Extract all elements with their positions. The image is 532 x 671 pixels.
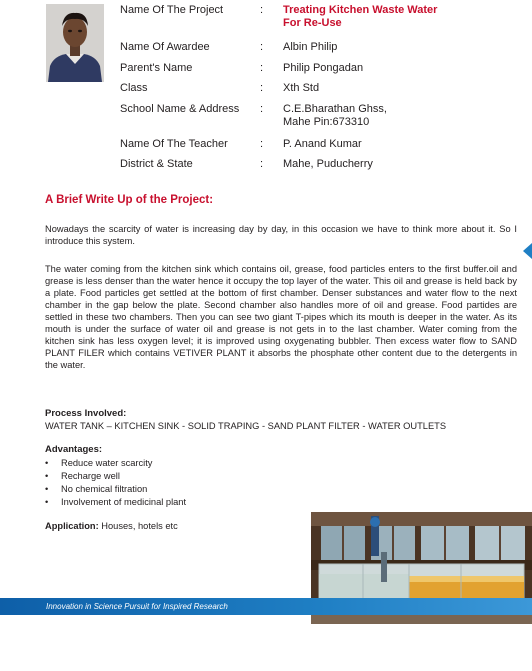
application-text: Houses, hotels etc: [98, 521, 178, 531]
school-line2: Mahe Pin:673310: [283, 116, 370, 128]
profile-label: School Name & Address: [120, 103, 240, 115]
class-value: Xth Std: [283, 82, 320, 94]
writeup-description-paragraph: The water coming from the kitchen sink which contains oil, grease, food particles enters to the first buffer.oil and grease is less denser than the water hence it occupy the top layer of the water. This oil and grease is held back by a plate. Food particles get settled at the bottom of first chamber. Denser substances and water flow to the next chamber in the gap below the plate. Second chamber also handles more of oil and grease. Food partides are settled in these two chambers. Then you can see two giant T-pipes which its mouth is deeper in the water. As its mouth is under the surface of water oil and grease is not gets in to the last chamber. Water coming from the kitchen sink has less oxygen level; it is improved using oxygenating bubbler. Then excess water flow to SAND PLANT FILER which contains VETIVER PLANT it absorbs the phosphate other content due to the detergents in the water.: [45, 264, 517, 370]
list-item: • Involvement of medicinal plant: [45, 497, 187, 507]
profile-colon: :: [260, 158, 264, 170]
list-item: • No chemical filtration: [45, 484, 148, 494]
writeup-intro-paragraph: Nowadays the scarcity of water is increasing day by day, in this occasion we have to think more about it. So I introduce this system.: [45, 224, 517, 246]
district-state: Mahe, Puducherry: [283, 158, 373, 170]
profile-label: Name Of The Teacher: [120, 138, 228, 150]
school-line1: C.E.Bharathan Ghss,: [283, 103, 387, 115]
application-label: Application:: [45, 521, 99, 531]
advantages-heading: Advantages:: [45, 444, 103, 455]
footer-band: [0, 598, 532, 615]
parent-name: Philip Pongadan: [283, 62, 364, 74]
profile-colon: :: [260, 4, 264, 16]
profile-label: Name Of Awardee: [120, 41, 210, 53]
bullet-icon: •: [45, 497, 49, 507]
bullet-icon: •: [45, 471, 49, 481]
project-title-line2: For Re-Use: [283, 17, 342, 29]
profile-colon: :: [260, 82, 264, 94]
page-edge-arrow-icon: [523, 243, 532, 259]
project-title-line1: Treating Kitchen Waste Water: [283, 4, 438, 16]
project-title: [283, 4, 513, 30]
profile-label: Name Of The Project: [120, 4, 224, 16]
writeup-heading: A Brief Write Up of the Project:: [45, 194, 214, 206]
application-line: [45, 521, 178, 531]
advantages-list: [45, 457, 186, 509]
list-item: • Reduce water scarcity: [45, 458, 153, 468]
awardee-name: Albin Philip: [283, 41, 338, 53]
list-item: • Recharge well: [45, 471, 120, 481]
profile-colon: :: [260, 62, 264, 74]
profile-colon: :: [260, 41, 264, 53]
process-heading: Process Involved:: [45, 408, 127, 419]
awardee-photo: [46, 4, 104, 82]
bullet-icon: •: [45, 484, 49, 494]
bullet-icon: •: [45, 458, 49, 468]
profile-label: Parent's Name: [120, 62, 193, 74]
profile-colon: :: [260, 138, 264, 150]
profile-label: District & State: [120, 158, 193, 170]
teacher-name: P. Anand Kumar: [283, 138, 362, 150]
profile-colon: :: [260, 103, 264, 115]
footer-tagline: Innovation in Science Pursuit for Inspired Research: [46, 602, 228, 611]
profile-label: Class: [120, 82, 148, 94]
school-address: [283, 103, 513, 129]
process-steps: WATER TANK – KITCHEN SINK - SOLID TRAPING - SAND PLANT FILTER - WATER OUTLETS: [45, 421, 447, 431]
